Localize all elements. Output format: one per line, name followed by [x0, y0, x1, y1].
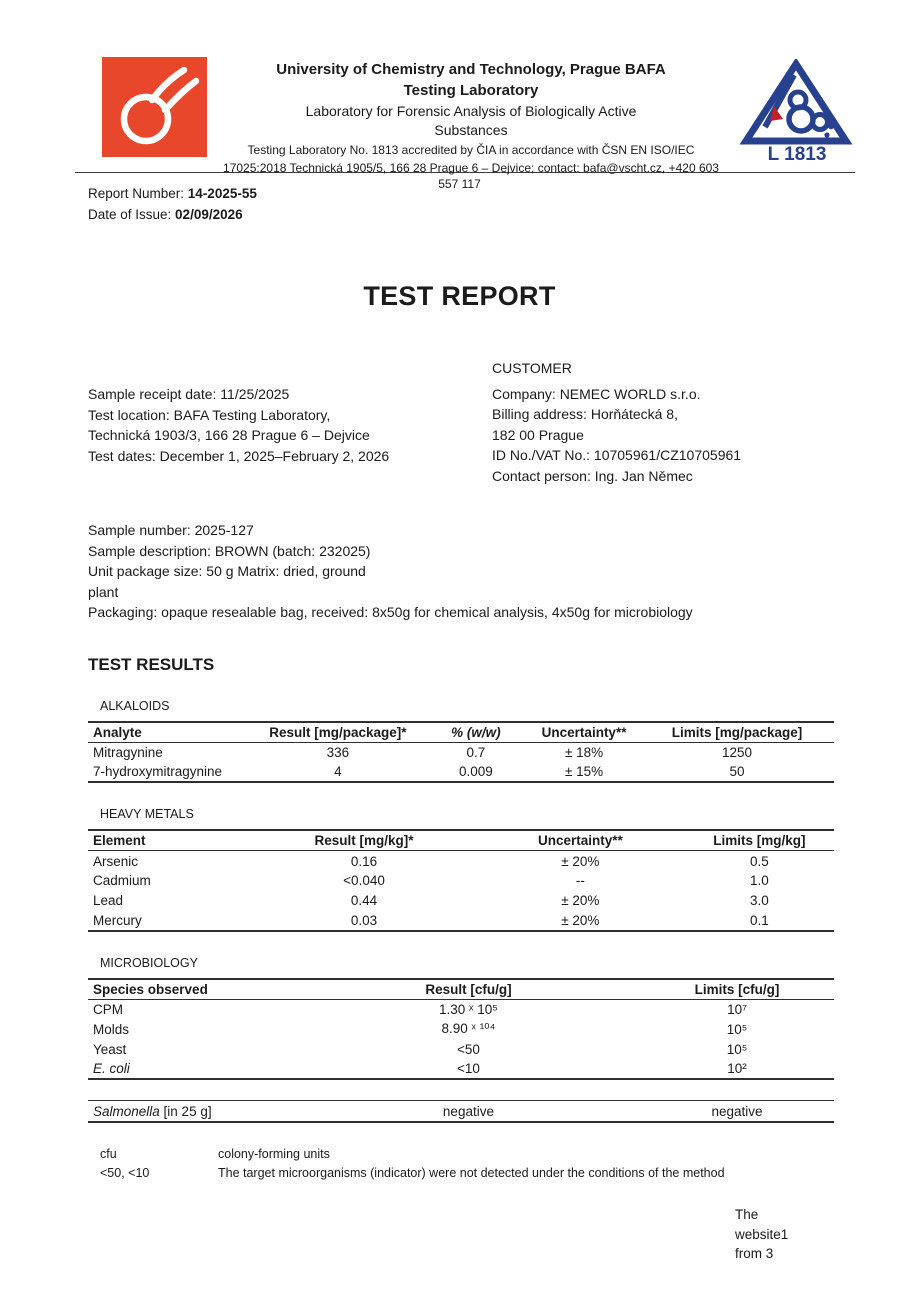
- table-row: [88, 999, 834, 1019]
- date-of-issue-value: 02/09/2026: [175, 206, 243, 222]
- element-uncertainty: ± 20%: [561, 893, 600, 909]
- sample-description-line: Sample description: BROWN (batch: 232025): [88, 542, 371, 559]
- analyte-ww: 0.7: [466, 745, 486, 761]
- accreditation-line1: Testing Laboratory No. 1813 accredited by ČIA in accordance with ČSN EN ISO/IEC: [247, 143, 695, 158]
- analyte-limit: 50: [729, 764, 745, 780]
- sample-receipt-block: [88, 358, 492, 486]
- alkaloids-table: [88, 721, 834, 784]
- lab-name-line1: Laboratory for Forensic Analysis of Biologically Active: [305, 102, 637, 119]
- alkaloids-col-uncertainty: Uncertainty**: [541, 724, 627, 740]
- table-row: [88, 1101, 834, 1122]
- sample-number-line: Sample number: 2025-127: [88, 522, 254, 539]
- footer-line: The: [735, 1207, 759, 1222]
- element-name: Lead: [93, 893, 124, 909]
- alkaloids-col-result: Result [mg/package]*: [269, 724, 407, 740]
- customer-heading: CUSTOMER: [492, 360, 572, 377]
- cia-accreditation-logo: [735, 59, 857, 163]
- salmonella-limit: negative: [711, 1103, 763, 1119]
- microbiology-table: [88, 978, 834, 1081]
- microbiology-caption: MICROBIOLOGY: [100, 955, 198, 970]
- table-row: [88, 851, 834, 871]
- date-of-issue-label: Date of Issue:: [88, 206, 176, 222]
- analyte-limit: 1250: [721, 745, 753, 761]
- test-location-address-line: Technická 1903/3, 166 28 Prague 6 – Dejvice: [88, 427, 370, 444]
- species-name: Molds: [93, 1021, 130, 1037]
- report-meta: [88, 184, 257, 225]
- salmonella-qualifier: [in 25 g]: [159, 1103, 212, 1119]
- heavy-metals-caption: HEAVY METALS: [100, 807, 194, 822]
- analyte-uncertainty: ± 15%: [564, 764, 604, 780]
- customer-billing-line: Billing address: Horňátecká 8,: [492, 406, 678, 423]
- species-result: 1.30 ˣ 10⁵: [439, 1002, 498, 1018]
- cia-triangle-icon: [735, 59, 857, 163]
- hm-col-uncertainty: Uncertainty**: [537, 833, 623, 849]
- heavy-metals-header-row: [88, 830, 834, 851]
- analyte-name: Mitragynine: [93, 745, 163, 761]
- heavy-metals-table: [88, 829, 834, 932]
- accreditation-line2: 17025:2018 Technická 1905/5, 166 28 Prague 6 – Dejvice; contact: bafa@vscht.cz, +420 603: [223, 161, 719, 176]
- report-number-label: Report Number:: [88, 186, 188, 202]
- hm-col-limits: Limits [mg/kg]: [713, 833, 806, 849]
- element-result: <0.040: [343, 873, 385, 889]
- org-name-line2: Testing Laboratory: [403, 82, 539, 100]
- org-name-line1: University of Chemistry and Technology, Prague BAFA: [276, 61, 666, 78]
- test-results-heading: TEST RESULTS: [88, 654, 215, 674]
- mb-col-species: Species observed: [93, 981, 208, 997]
- hm-col-element: Element: [93, 833, 146, 849]
- species-result: <10: [457, 1061, 480, 1077]
- test-location-line: Test location: BAFA Testing Laboratory,: [88, 406, 331, 423]
- lab-name-line2: Substances: [434, 122, 508, 139]
- footnotes: [100, 1145, 855, 1184]
- footer-line: from 3: [735, 1246, 774, 1261]
- element-result: 0.16: [350, 853, 378, 869]
- table-row: [88, 1059, 834, 1079]
- element-limit: 1.0: [750, 873, 769, 889]
- hm-col-result: Result [mg/kg]*: [314, 833, 414, 849]
- salmonella-species: Salmonella: [93, 1103, 160, 1119]
- alkaloids-caption: ALKALOIDS: [100, 698, 170, 713]
- table-row: [88, 891, 834, 911]
- unit-package-line: Unit package size: 50 g Matrix: dried, ground: [88, 563, 366, 580]
- species-name: Yeast: [93, 1041, 127, 1057]
- packaging-line: Packaging: opaque resealable bag, received: 8x50g for chemical analysis, 4x50g for microbiology: [88, 604, 693, 621]
- customer-vat-line: ID No./VAT No.: 10705961/CZ10705961: [492, 447, 742, 464]
- element-uncertainty: --: [575, 873, 585, 889]
- element-uncertainty: ± 20%: [561, 912, 600, 928]
- table-row: [88, 742, 834, 762]
- uct-prague-logo: [102, 57, 207, 157]
- below-header: [0, 173, 919, 239]
- analyte-uncertainty: ± 18%: [564, 745, 604, 761]
- mb-col-limits: Limits [cfu/g]: [694, 981, 780, 997]
- species-limit: 10⁵: [726, 1041, 748, 1057]
- element-limit: 0.1: [750, 912, 769, 928]
- page-footer: [735, 1205, 788, 1264]
- salmonella-result: negative: [442, 1103, 494, 1119]
- footnote-row: [100, 1145, 855, 1164]
- table-row: [88, 1019, 834, 1039]
- info-section: [88, 358, 855, 486]
- alkaloids-col-limits: Limits [mg/package]: [671, 724, 803, 740]
- sample-receipt-line: Sample receipt date: 11/25/2025: [88, 386, 290, 403]
- cia-mark-label: L 1813: [767, 144, 827, 163]
- element-name: Arsenic: [93, 853, 139, 869]
- customer-contact-line: Contact person: Ing. Jan Němec: [492, 467, 693, 484]
- element-result: 0.44: [350, 893, 378, 909]
- phone-continuation: 557 117: [438, 177, 481, 192]
- table-row: [88, 911, 834, 931]
- footnote-definition: The target microorganisms (indicator) were not detected under the conditions of the method: [218, 1166, 725, 1181]
- species-name: CPM: [93, 1002, 123, 1018]
- species-result: <50: [457, 1041, 480, 1057]
- footnote-definition: colony-forming units: [218, 1146, 330, 1161]
- table-row: [88, 871, 834, 891]
- microbiology-header-row: [88, 979, 834, 1000]
- footnote-row: [100, 1164, 855, 1183]
- header-text: [207, 57, 735, 177]
- customer-block: [492, 358, 855, 486]
- alkaloids-col-analyte: Analyte: [93, 724, 142, 740]
- report-number-row: [88, 184, 257, 204]
- table-row: [88, 762, 834, 782]
- customer-city-line: 182 00 Prague: [492, 426, 584, 443]
- element-limit: 0.5: [750, 853, 769, 869]
- report-number-value: 14-2025-55: [187, 186, 257, 202]
- analyte-ww: 0.009: [459, 764, 493, 780]
- matrix-continuation-line: plant: [88, 583, 119, 600]
- analyte-result: 336: [326, 745, 350, 761]
- element-limit: 3.0: [750, 893, 769, 909]
- footnote-term: <50, <10: [100, 1166, 150, 1181]
- sample-section: [88, 520, 855, 623]
- species-limit: 10⁵: [726, 1021, 748, 1037]
- header: [0, 0, 919, 177]
- date-of-issue-row: [88, 205, 257, 225]
- species-result: 8.90 ˣ ¹⁰⁴: [441, 1021, 496, 1037]
- footer-line: website1: [735, 1226, 789, 1242]
- element-name: Cadmium: [93, 873, 151, 889]
- species-limit: 10⁷: [727, 1002, 747, 1018]
- page-title: TEST REPORT: [363, 281, 556, 312]
- salmonella-species-cell: [88, 1101, 297, 1122]
- alkaloids-col-ww: % (w/w): [451, 724, 501, 740]
- analyte-name: 7-hydroxymitragynine: [93, 764, 223, 780]
- element-name: Mercury: [93, 912, 142, 928]
- species-limit: 10²: [727, 1061, 747, 1077]
- element-uncertainty: ± 20%: [561, 853, 600, 869]
- analyte-result: 4: [334, 764, 342, 780]
- table-row: [88, 1039, 834, 1059]
- element-result: 0.03: [350, 912, 378, 928]
- alkaloids-header-row: [88, 722, 834, 743]
- mb-col-result: Result [cfu/g]: [425, 981, 512, 997]
- species-name: E. coli: [93, 1061, 130, 1077]
- salmonella-table: [88, 1100, 834, 1123]
- footnote-term: cfu: [100, 1146, 117, 1161]
- uct-flask-icon: [102, 57, 207, 157]
- test-dates-line: Test dates: December 1, 2025–February 2, 2026: [88, 447, 390, 464]
- customer-company-line: Company: NEMEC WORLD s.r.o.: [492, 385, 701, 402]
